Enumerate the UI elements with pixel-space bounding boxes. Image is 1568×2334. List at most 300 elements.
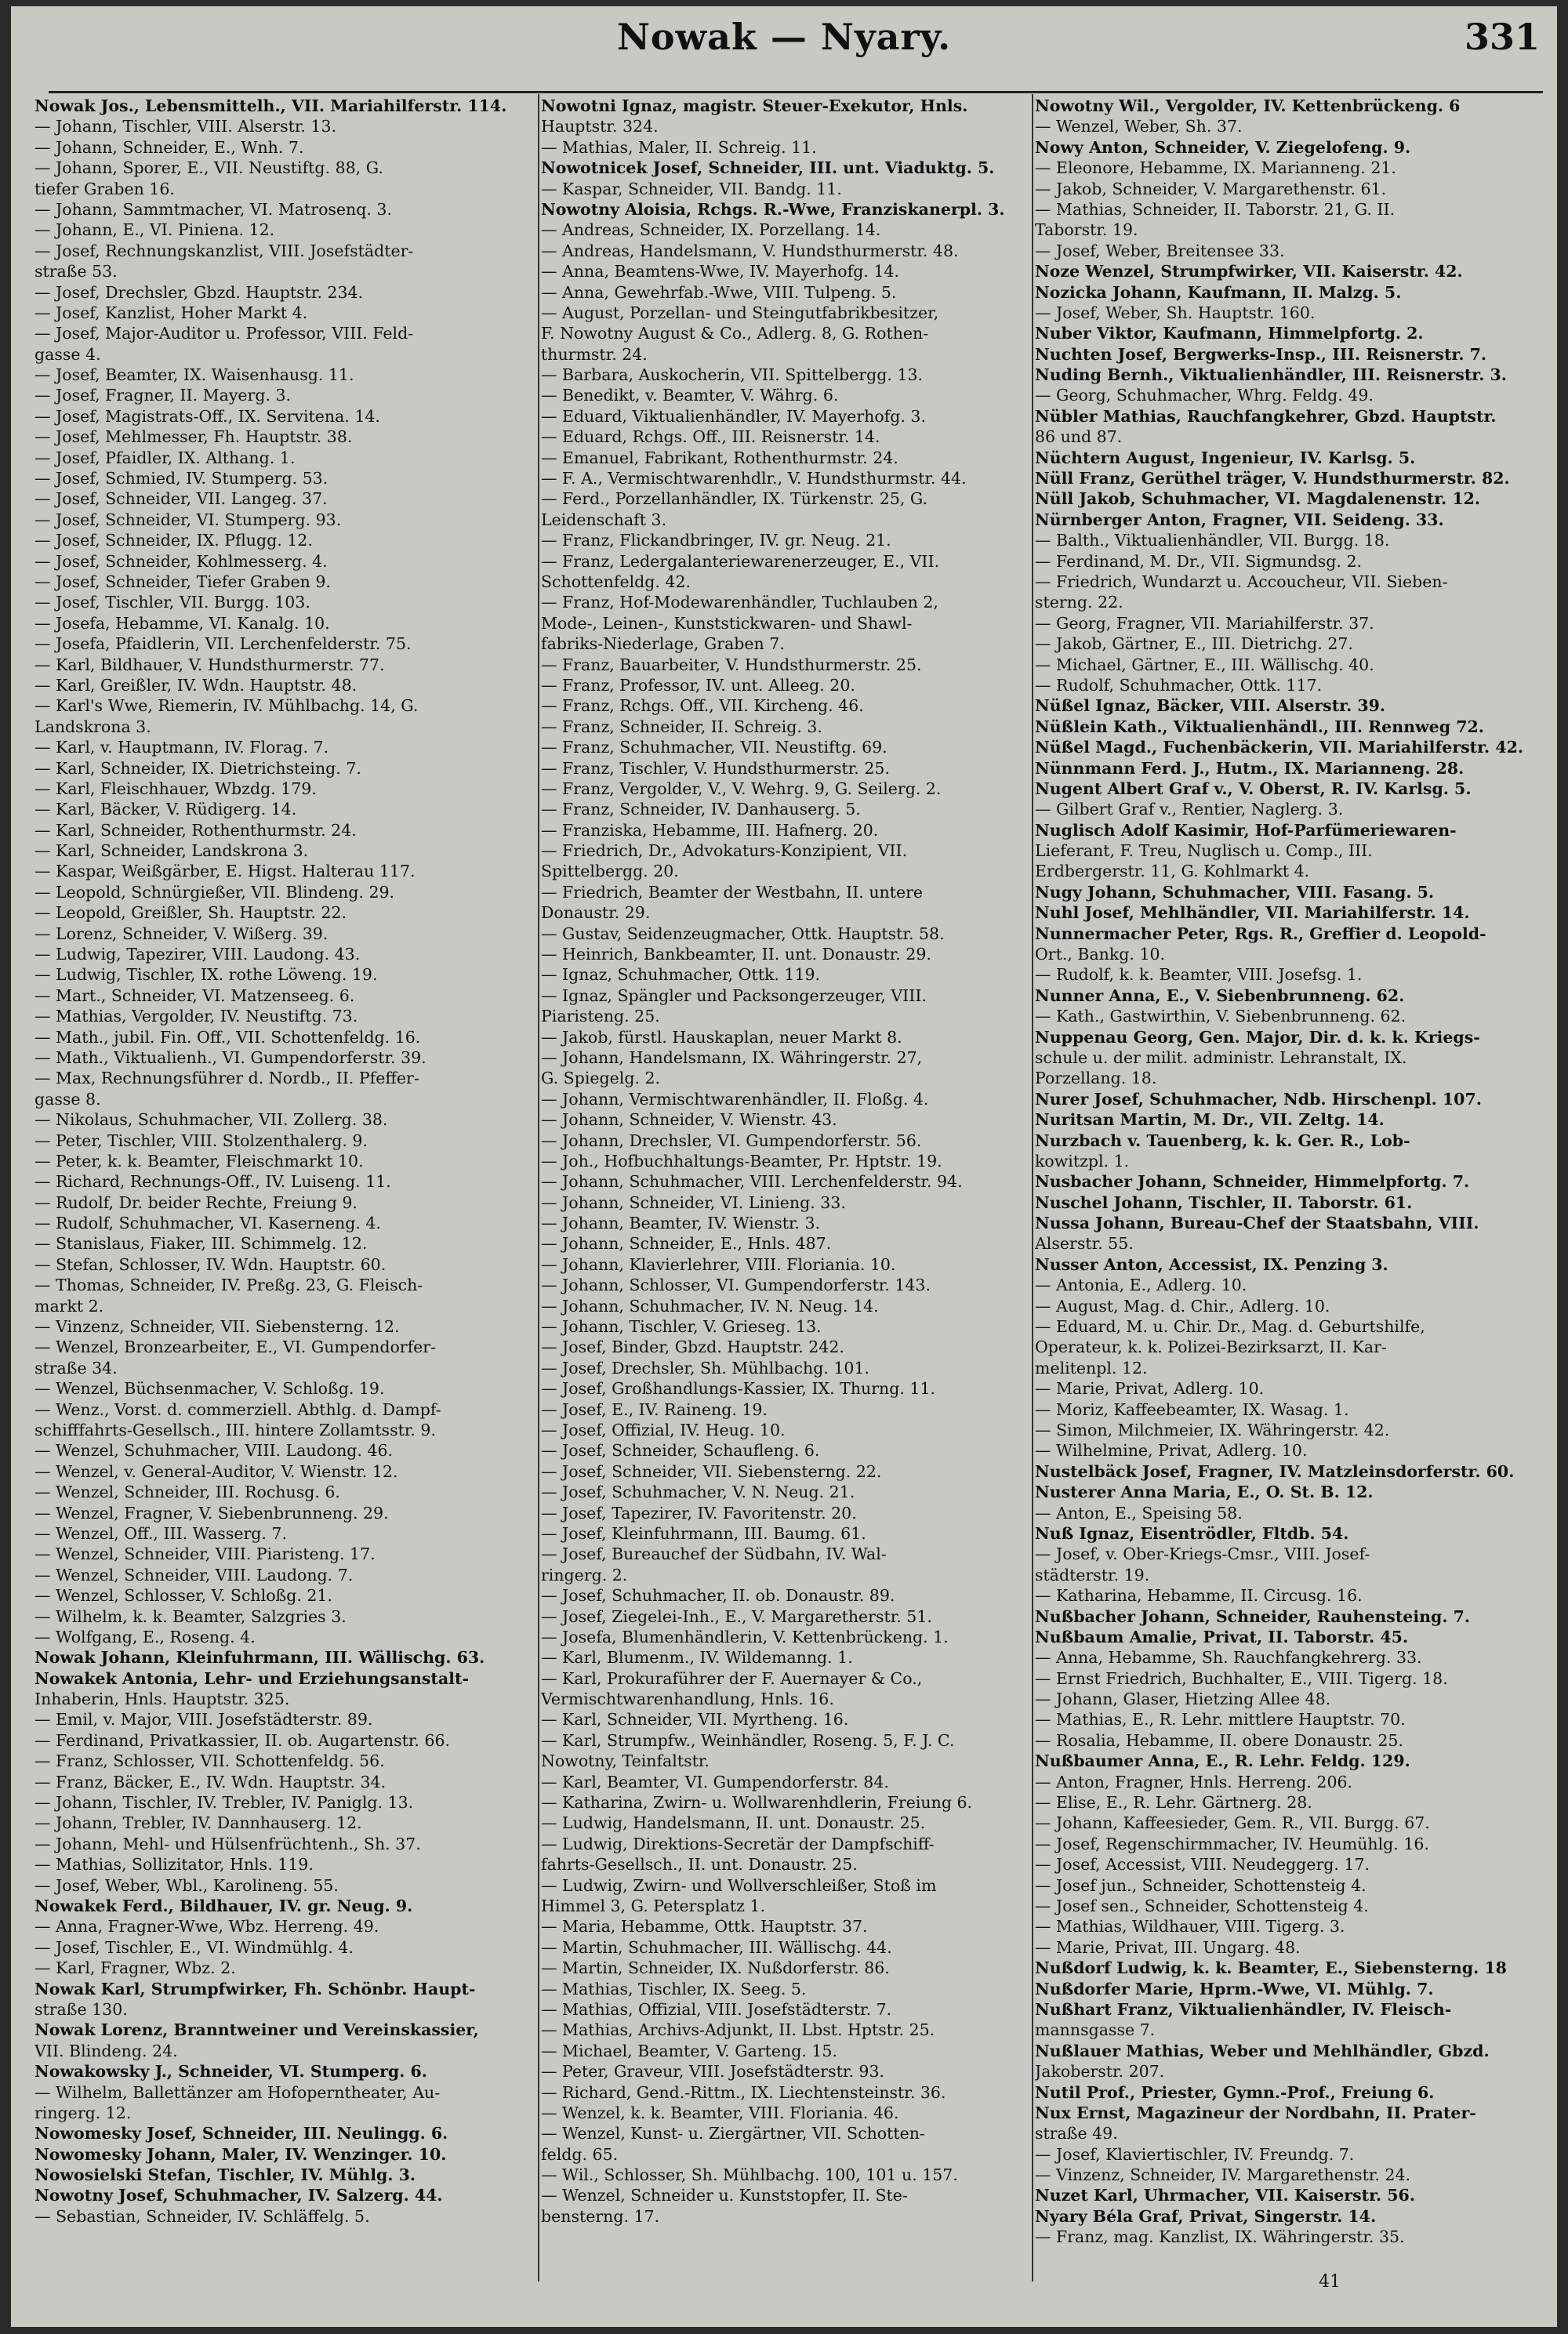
directory-entry: — Ludwig, Direktions-Secretär der Dampfschiff-: [541, 1834, 935, 1853]
directory-entry: — Franz, Vergolder, V., V. Wehrg. 9, G. Seilerg. 2.: [541, 779, 942, 798]
directory-entry: Nüchtern August, Ingenieur, IV. Karlsg. 5.: [1035, 448, 1416, 467]
directory-entry: Nyary Béla Graf, Privat, Singerstr. 14.: [1035, 2206, 1377, 2226]
directory-entry: fahrts-Gesellsch., II. unt. Donaustr. 25.: [541, 1855, 858, 1875]
directory-entry: Erdbergerstr. 11, G. Kohlmarkt 4.: [1035, 862, 1310, 881]
directory-entry: gasse 4.: [34, 344, 101, 364]
directory-entry: Nux Ernst, Magazineur der Nordbahn, II. Prater-: [1035, 2103, 1476, 2122]
directory-entry: — Ignaz, Schuhmacher, Ottk. 119.: [541, 965, 821, 985]
directory-entry: Nußdorf Ludwig, k. k. Beamter, E., Siebensterng. 18: [1035, 1958, 1507, 1978]
directory-entry: — Anton, Fragner, Hnls. Herreng. 206.: [1035, 1772, 1353, 1791]
page-number: 331: [1464, 16, 1540, 58]
directory-entry: — Johann, Schlosser, VI. Gumpendorferstr. 143.: [541, 1276, 931, 1295]
directory-entry: — Friedrich, Dr., Advokaturs-Konzipient, VII.: [541, 841, 908, 861]
directory-entry: feldg. 65.: [541, 2144, 619, 2164]
directory-entry: Nusser Anton, Accessist, IX. Penzing 3.: [1035, 1254, 1388, 1274]
directory-entry: — Franz, mag. Kanzlist, IX. Währingerstr. 35.: [1035, 2227, 1405, 2247]
directory-entry: Jakoberstr. 207.: [1035, 2062, 1165, 2082]
directory-entry: — Franz, Professor, IV. unt. Alleeg. 20.: [541, 675, 855, 695]
directory-entry: Nußbacher Johann, Schneider, Rauhensteing. 7.: [1035, 1606, 1471, 1626]
directory-entry: — Franz, Bäcker, E., IV. Wdn. Hauptstr. 34.: [34, 1772, 387, 1791]
directory-entry: — Heinrich, Bankbeamter, II. unt. Donaustr. 29.: [541, 945, 931, 964]
directory-entry: — Franz, Rchgs. Off., VII. Kircheng. 46.: [541, 696, 864, 716]
directory-entry: — Josef, Weber, Sh. Hauptstr. 160.: [1035, 303, 1316, 322]
directory-entry: — Josef, Drechsler, Sh. Mühlbachg. 101.: [541, 1358, 870, 1378]
directory-entry: — Josef, Magistrats-Off., IX. Servitena. 14.: [34, 406, 380, 426]
directory-entry: — Math., jubil. Fin. Off., VII. Schottenfeldg. 16.: [34, 1027, 421, 1047]
directory-entry: — Josefa, Hebamme, VI. Kanalg. 10.: [34, 613, 330, 633]
directory-entry: — Josef, Schuhmacher, II. ob. Donaustr. 89.: [541, 1586, 895, 1606]
column-1: [34, 96, 533, 2283]
directory-entry: Nowotny Wil., Vergolder, IV. Kettenbrückeng. 6: [1035, 96, 1461, 115]
directory-entry: Hauptstr. 324.: [541, 117, 659, 136]
directory-entry: — Eduard, M. u. Chir. Dr., Mag. d. Geburtshilfe,: [1035, 1317, 1425, 1337]
directory-entry: Nowakek Antonia, Lehr- und Erziehungsanstalt-: [34, 1668, 469, 1688]
directory-entry: sterng. 22.: [1035, 593, 1123, 612]
directory-entry: — Josef sen., Schneider, Schottensteig 4.: [1035, 1896, 1369, 1915]
directory-entry: — Josef, Tapezirer, IV. Favoritenstr. 20.: [541, 1503, 857, 1523]
directory-entry: — Josefa, Blumenhändlerin, V. Kettenbrückeng. 1.: [541, 1627, 949, 1646]
directory-entry: — Emanuel, Fabrikant, Rothenthurmstr. 24.: [541, 448, 898, 467]
directory-entry: — Johann, E., VI. Piniena. 12.: [34, 220, 275, 240]
directory-entry: — Leopold, Greißler, Sh. Hauptstr. 22.: [34, 903, 347, 923]
directory-entry: — Franz, Hof-Modewarenhändler, Tuchlauben 2,: [541, 593, 938, 612]
directory-entry: — Benedikt, v. Beamter, V. Währg. 6.: [541, 386, 839, 405]
directory-entry: ringerg. 12.: [34, 2103, 132, 2122]
directory-entry: Nowak Jos., Lebensmittelh., VII. Mariahilferstr. 114.: [34, 96, 507, 115]
directory-entry: Nurzbach v. Tauenberg, k. k. Ger. R., Lob-: [1035, 1131, 1410, 1150]
directory-entry: Ort., Bankg. 10.: [1035, 945, 1166, 964]
directory-entry: Nunner Anna, E., V. Siebenbrunneng. 62.: [1035, 986, 1405, 1005]
directory-entry: — Anna, Fragner-Wwe, Wbz. Herreng. 49.: [34, 1917, 379, 1937]
directory-entry: — Josef, Offizial, IV. Heug. 10.: [541, 1421, 786, 1439]
directory-entry: — Antonia, E., Adlerg. 10.: [1035, 1276, 1247, 1295]
directory-entry: — Martin, Schneider, IX. Nußdorferstr. 86.: [541, 1958, 890, 1978]
directory-entry: — Vinzenz, Schneider, IV. Margarethenstr. 24.: [1035, 2165, 1410, 2185]
directory-entry: — Jakob, Gärtner, E., III. Dietrichg. 27.: [1035, 634, 1353, 654]
directory-entry: Nuschel Johann, Tischler, II. Taborstr. 61.: [1035, 1192, 1413, 1212]
directory-entry: — Josef, Beamter, IX. Waisenhausg. 11.: [34, 365, 354, 385]
directory-entry: Nußdorfer Marie, Hprm.-Wwe, VI. Mühlg. 7.: [1035, 1979, 1434, 1998]
directory-entry: — Sebastian, Schneider, IV. Schläffelg. 5.: [34, 2206, 370, 2226]
directory-entry: — Anton, E., Speising 58.: [1035, 1503, 1243, 1523]
directory-entry: — Ferdinand, Privatkassier, II. ob. Augartenstr. 66.: [34, 1730, 451, 1750]
directory-entry: schifffahrts-Gesellsch., III. hintere Zollamtsstr. 9.: [34, 1421, 436, 1439]
directory-entry: — Wenzel, Schneider, VIII. Laudong. 7.: [34, 1565, 354, 1584]
directory-entry: — Mathias, Wildhauer, VIII. Tigerg. 3.: [1035, 1917, 1345, 1937]
directory-entry: — Josef, Ziegelei-Inh., E., V. Margaretherstr. 51.: [541, 1606, 932, 1626]
directory-entry: straße 53.: [34, 262, 118, 281]
directory-entry: Nuritsan Martin, M. Dr., VII. Zeltg. 14.: [1035, 1110, 1385, 1130]
directory-entry: — Johann, Schuhmacher, IV. N. Neug. 14.: [541, 1296, 879, 1316]
directory-entry: schule u. der milit. administr. Lehranstalt, IX.: [1035, 1047, 1407, 1067]
directory-entry: — Johann, Beamter, IV. Wienstr. 3.: [541, 1214, 821, 1233]
column-divider: [538, 94, 539, 2281]
directory-entry: Leidenschaft 3.: [541, 510, 667, 529]
directory-entry: — Josef, Schneider, Schaufleng. 6.: [541, 1441, 820, 1461]
directory-entry: F. Nowotny August & Co., Adlerg. 8, G. Rothen-: [541, 324, 929, 343]
directory-entry: — Josef, Weber, Wbl., Karolineng. 55.: [34, 1875, 339, 1895]
directory-entry: Lieferant, F. Treu, Nuglisch u. Comp., III.: [1035, 841, 1373, 861]
directory-entry: — Elise, E., R. Lehr. Gärtnerg. 28.: [1035, 1793, 1312, 1813]
directory-entry: — Josef, Major-Auditor u. Professor, VIII. Feld-: [34, 324, 414, 343]
directory-entry: — Math., Viktualienh., VI. Gumpendorferstr. 39.: [34, 1047, 426, 1067]
directory-entry: Nüßlein Kath., Viktualienhändl., III. Rennweg 72.: [1035, 717, 1484, 736]
directory-entry: — Martin, Schuhmacher, III. Wällischg. 44.: [541, 1937, 892, 1957]
directory-entry: Nüll Franz, Gerüthel träger, V. Hundsthurmerstr. 82.: [1035, 469, 1510, 488]
directory-entry: — Josef, Kanzlist, Hoher Markt 4.: [34, 303, 308, 322]
directory-entry: Nusterer Anna Maria, E., O. St. B. 12.: [1035, 1483, 1374, 1502]
column-divider: [1032, 94, 1033, 2281]
directory-entry: — Ernst Friedrich, Buchhalter, E., VIII. Tigerg. 18.: [1035, 1668, 1448, 1688]
directory-entry: — Andreas, Handelsmann, V. Hundsthurmerstr. 48.: [541, 241, 959, 260]
directory-entry: Nußhart Franz, Viktualienhändler, IV. Fleisch-: [1035, 1999, 1452, 2019]
directory-entry: — Franz, Schuhmacher, VII. Neustiftg. 69.: [541, 738, 887, 757]
directory-entry: VII. Blindeng. 24.: [34, 2041, 178, 2060]
directory-entry: — Eleonore, Hebamme, IX. Marianneng. 21.: [1035, 158, 1396, 178]
directory-entry: — Wenzel, v. General-Auditor, V. Wienstr. 12.: [34, 1461, 398, 1481]
directory-entry: — Friedrich, Wundarzt u. Accoucheur, VII. Sieben-: [1035, 572, 1448, 591]
directory-entry: — Balth., Viktualienhändler, VII. Burgg. 18.: [1035, 531, 1390, 550]
directory-entry: — Mathias, Offizial, VIII. Josefstädterstr. 7.: [541, 1999, 892, 2019]
directory-entry: — Nikolaus, Schuhmacher, VII. Zollerg. 38.: [34, 1110, 388, 1130]
directory-entry: — Josefa, Pfaidlerin, VII. Lerchenfelderstr. 75.: [34, 634, 412, 654]
directory-entry: — Ludwig, Tischler, IX. rothe Löweng. 19.: [34, 965, 378, 985]
directory-entry: Nusbacher Johann, Schneider, Himmelpfortg. 7.: [1035, 1172, 1470, 1192]
directory-entry: Landskrona 3.: [34, 717, 151, 736]
directory-entry: — Wenzel, Schneider, VIII. Piaristeng. 17.: [34, 1545, 376, 1564]
directory-entry: — Johann, Tischler, V. Grieseg. 13.: [541, 1317, 822, 1337]
directory-page: [11, 6, 1557, 2327]
directory-entry: — Josef, Pfaidler, IX. Althang. 1.: [34, 448, 296, 467]
directory-entry: — Wenzel, Weber, Sh. 37.: [1035, 117, 1243, 136]
directory-entry: — Josef, Weber, Breitensee 33.: [1035, 241, 1285, 260]
directory-entry: — Karl, Blumenm., IV. Wildemanng. 1.: [541, 1648, 853, 1668]
directory-entry: — Ludwig, Zwirn- und Wollverschleißer, Stoß im: [541, 1875, 937, 1895]
directory-entry: Porzellang. 18.: [1035, 1069, 1157, 1088]
directory-entry: — Franz, Schneider, II. Schreig. 3.: [541, 717, 822, 736]
directory-entry: — Josef, Klaviertischler, IV. Freundg. 7.: [1035, 2144, 1355, 2164]
directory-entry: — Josef jun., Schneider, Schottensteig 4.: [1035, 1875, 1367, 1895]
directory-entry: Nugy Johann, Schuhmacher, VIII. Fasang. 5.: [1035, 882, 1435, 902]
directory-entry: — Franz, Flickandbringer, IV. gr. Neug. 21.: [541, 531, 891, 550]
directory-entry: — Josef, Schmied, IV. Stumperg. 53.: [34, 469, 328, 488]
directory-entry: — Kaspar, Weißgärber, E. Higst. Halterau 117.: [34, 862, 416, 881]
directory-entry: Nuzet Karl, Uhrmacher, VII. Kaiserstr. 56.: [1035, 2186, 1415, 2205]
directory-entry: — Josef, Schuhmacher, V. N. Neug. 21.: [541, 1483, 855, 1502]
directory-entry: Nuchten Josef, Bergwerks-Insp., III. Reisnerstr. 7.: [1035, 344, 1487, 364]
directory-entry: — Simon, Milchmeier, IX. Währingerstr. 42.: [1035, 1421, 1390, 1439]
directory-entry: — Johann, Klavierlehrer, VIII. Floriania. 10.: [541, 1254, 896, 1274]
directory-entry: — Johann, Trebler, IV. Dannhauserg. 12.: [34, 1813, 362, 1833]
directory-entry: — Anna, Beamtens-Wwe, IV. Mayerhofg. 14.: [541, 262, 899, 281]
directory-entry: — Wilhelmine, Privat, Adlerg. 10.: [1035, 1441, 1308, 1461]
directory-entry: — Mathias, Tischler, IX. Seeg. 5.: [541, 1979, 807, 1998]
directory-entry: — Ferd., Porzellanhändler, IX. Türkenstr. 25, G.: [541, 489, 928, 509]
directory-entry: — Karl, Schneider, Landskrona 3.: [34, 841, 309, 861]
directory-entry: Alserstr. 55.: [1035, 1234, 1134, 1254]
directory-entry: Taborstr. 19.: [1035, 220, 1138, 240]
directory-entry: — Katharina, Zwirn- u. Wollwarenhdlerin, Freiung 6.: [541, 1793, 973, 1813]
directory-entry: — Mathias, Vergolder, IV. Neustiftg. 73.: [34, 1007, 358, 1026]
directory-entry: — Mart., Schneider, VI. Matzenseeg. 6.: [34, 986, 355, 1005]
directory-entry: — Karl, Beamter, VI. Gumpendorferstr. 84.: [541, 1772, 889, 1791]
directory-entry: thurmstr. 24.: [541, 344, 648, 364]
directory-entry: — Josef, Tischler, E., VI. Windmühlg. 4.: [34, 1937, 354, 1957]
directory-entry: — Gilbert Graf v., Rentier, Naglerg. 3.: [1035, 800, 1344, 819]
directory-entry: G. Spiegelg. 2.: [541, 1069, 661, 1088]
directory-entry: — Josef, Bureauchef der Südbahn, IV. Wal-: [541, 1545, 887, 1564]
directory-entry: — Mathias, Archivs-Adjunkt, II. Lbst. Hptstr. 25.: [541, 2020, 935, 2040]
directory-entry: — Karl, Fragner, Wbz. 2.: [34, 1958, 236, 1978]
directory-entry: — Johann, Kaffeesieder, Gem. R., VII. Burgg. 67.: [1035, 1813, 1430, 1833]
directory-entry: Nußbaumer Anna, E., R. Lehr. Feldg. 129.: [1035, 1751, 1410, 1771]
directory-entry: Nüll Jakob, Schuhmacher, VI. Magdalenenstr. 12.: [1035, 489, 1481, 509]
directory-entry: melitenpl. 12.: [1035, 1358, 1148, 1378]
directory-entry: — Josef, Drechsler, Gbzd. Hauptstr. 234.: [34, 282, 364, 302]
directory-entry: — F. A., Vermischtwarenhdlr., V. Hundsthurmstr. 44.: [541, 469, 967, 488]
directory-entry: — Johann, Sporer, E., VII. Neustiftg. 88, G.: [34, 158, 383, 178]
directory-entry: — Wenzel, Schlosser, V. Schloßg. 21.: [34, 1586, 332, 1606]
directory-entry: — Michael, Gärtner, E., III. Wällischg. 40.: [1035, 655, 1374, 674]
directory-entry: — Wenzel, Bronzearbeiter, E., VI. Gumpendorfer-: [34, 1338, 437, 1357]
directory-entry: Operateur, k. k. Polizei-Bezirksarzt, II. Kar-: [1035, 1338, 1387, 1357]
directory-entry: — Franz, Schlosser, VII. Schottenfeldg. 56.: [34, 1751, 385, 1771]
directory-entry: — Peter, Tischler, VIII. Stolzenthalerg. 9.: [34, 1131, 368, 1150]
directory-entry: Nowy Anton, Schneider, V. Ziegelofeng. 9.: [1035, 137, 1411, 157]
directory-entry: — Michael, Beamter, V. Garteng. 15.: [541, 2041, 837, 2060]
directory-entry: — Josef, Tischler, VII. Burgg. 103.: [34, 593, 310, 612]
directory-entry: Inhaberin, Hnls. Hauptstr. 325.: [34, 1690, 290, 1709]
directory-entry: — Johann, Schneider, E., Wnh. 7.: [34, 137, 304, 157]
directory-entry: Nowotny Josef, Schuhmacher, IV. Salzerg. 44.: [34, 2186, 443, 2205]
directory-entry: — Vinzenz, Schneider, VII. Siebensterng. 12.: [34, 1317, 400, 1337]
directory-entry: — Franz, Ledergalanteriewarenerzeuger, E., VII.: [541, 551, 940, 571]
directory-entry: Noze Wenzel, Strumpfwirker, VII. Kaiserstr. 42.: [1035, 262, 1463, 281]
directory-entry: Nowomesky Johann, Maler, IV. Wenzinger. 10.: [34, 2144, 447, 2164]
directory-entry: Nurer Josef, Schuhmacher, Ndb. Hirschenpl. 107.: [1035, 1089, 1482, 1109]
directory-entry: bensterng. 17.: [541, 2206, 660, 2226]
directory-entry: — Marie, Privat, Adlerg. 10.: [1035, 1379, 1265, 1399]
directory-entry: — Mathias, Schneider, II. Taborstr. 21, G. II.: [1035, 199, 1396, 219]
directory-entry: — Max, Rechnungsführer d. Nordb., II. Pfeffer-: [34, 1069, 419, 1088]
directory-entry: — Johann, Drechsler, VI. Gumpendorferstr. 56.: [541, 1131, 922, 1150]
directory-entry: — Karl, Schneider, Rothenthurmstr. 24.: [34, 820, 357, 840]
directory-entry: Piaristeng. 25.: [541, 1007, 660, 1026]
directory-entry: Nüßel Ignaz, Bäcker, VIII. Alserstr. 39.: [1035, 696, 1386, 716]
directory-entry: städterstr. 19.: [1035, 1565, 1150, 1584]
directory-entry: — Josef, Rechnungskanzlist, VIII. Josefstädter-: [34, 241, 414, 260]
directory-entry: — Anna, Hebamme, Sh. Rauchfangkehrerg. 33.: [1035, 1648, 1422, 1668]
directory-entry: Nussa Johann, Bureau-Chef der Staatsbahn, VIII.: [1035, 1214, 1479, 1233]
directory-entry: — Marie, Privat, III. Ungarg. 48.: [1035, 1937, 1301, 1957]
directory-entry: — Thomas, Schneider, IV. Preßg. 23, G. Fleisch-: [34, 1276, 423, 1295]
directory-entry: — August, Mag. d. Chir., Adlerg. 10.: [1035, 1296, 1330, 1316]
directory-entry: — Katharina, Hebamme, II. Circusg. 16.: [1035, 1586, 1363, 1606]
directory-entry: — Jakob, Schneider, V. Margarethenstr. 61.: [1035, 179, 1387, 198]
directory-entry: Himmel 3, G. Petersplatz 1.: [541, 1896, 765, 1915]
directory-entry: — Johann, Schneider, VI. Linieng. 33.: [541, 1192, 846, 1212]
directory-entry: — Josef, Schneider, VII. Siebensterng. 22.: [541, 1461, 882, 1481]
directory-entry: — Karl, Strumpfw., Weinhändler, Roseng. 5, F. J. C.: [541, 1730, 955, 1750]
directory-entry: — Georg, Fragner, VII. Mariahilferstr. 37.: [1035, 613, 1374, 633]
directory-entry: — Josef, Fragner, II. Mayerg. 3.: [34, 386, 292, 405]
directory-entry: — Wenzel, Schneider, III. Rochusg. 6.: [34, 1483, 340, 1502]
directory-entry: — Peter, k. k. Beamter, Fleischmarkt 10.: [34, 1151, 364, 1171]
directory-entry: — Josef, Schneider, Tiefer Graben 9.: [34, 572, 331, 591]
directory-entry: Spittelbergg. 20.: [541, 862, 679, 881]
directory-entry: — Josef, Binder, Gbzd. Hauptstr. 242.: [541, 1338, 844, 1357]
directory-entry: — Franz, Schneider, IV. Danhauserg. 5.: [541, 800, 861, 819]
column-3: [1035, 96, 1534, 2283]
directory-entry: — Josef, Schneider, Kohlmesserg. 4.: [34, 551, 328, 571]
directory-entry: — Josef, Regenschirmmacher, IV. Heumühlg. 16.: [1035, 1834, 1429, 1853]
directory-entry: — Josef, Mehlmesser, Fh. Hauptstr. 38.: [34, 427, 353, 447]
directory-entry: — Johann, Glaser, Hietzing Allee 48.: [1035, 1690, 1331, 1709]
directory-entry: — Franz, Tischler, V. Hundsthurmerstr. 25.: [541, 758, 890, 778]
directory-entry: — Johann, Tischler, IV. Trebler, IV. Paniglg. 13.: [34, 1793, 414, 1813]
directory-entry: Schottenfeldg. 42.: [541, 572, 691, 591]
directory-entry: — Joh., Hofbuchhaltungs-Beamter, Pr. Hptstr. 19.: [541, 1151, 942, 1171]
directory-entry: Nutil Prof., Priester, Gymn.-Prof., Freiung 6.: [1035, 2082, 1435, 2102]
directory-entry: 86 und 87.: [1035, 427, 1123, 447]
directory-entry: — Rudolf, Schuhmacher, Ottk. 117.: [1035, 675, 1323, 695]
page-title: Nowak — Nyary.: [616, 16, 952, 58]
directory-entry: — Eduard, Viktualienhändler, IV. Mayerhofg. 3.: [541, 406, 926, 426]
directory-entry: — Wenzel, Fragner, V. Siebenbrunneng. 29.: [34, 1503, 389, 1523]
directory-entry: — Andreas, Schneider, IX. Porzellang. 14.: [541, 220, 881, 240]
directory-entry: — Josef, Schneider, IX. Pflugg. 12.: [34, 531, 313, 550]
directory-entry: — Moriz, Kaffeebeamter, IX. Wasag. 1.: [1035, 1399, 1349, 1419]
directory-entry: Nuding Bernh., Viktualienhändler, III. Reisnerstr. 3.: [1035, 365, 1507, 385]
directory-entry: — Wenzel, Büchsenmacher, V. Schloßg. 19.: [34, 1379, 385, 1399]
directory-entry: — Wilhelm, Ballettänzer am Hofoperntheater, Au-: [34, 2082, 441, 2102]
directory-entry: — Richard, Gend.-Rittm., IX. Liechtensteinstr. 36.: [541, 2082, 946, 2102]
directory-entry: — Wenzel, Schneider u. Kunststopfer, II. Ste-: [541, 2186, 908, 2205]
directory-entry: — Wenz., Vorst. d. commerziell. Abthlg. d. Dampf-: [34, 1399, 441, 1419]
directory-entry: — Wolfgang, E., Roseng. 4.: [34, 1627, 256, 1646]
directory-entry: Vermischtwarenhandlung, Hnls. 16.: [541, 1690, 834, 1709]
directory-entry: — Johann, Handelsmann, IX. Währingerstr. 27,: [541, 1047, 923, 1067]
directory-entry: — Gustav, Seidenzeugmacher, Ottk. Hauptstr. 58.: [541, 924, 945, 943]
directory-entry: kowitzpl. 1.: [1035, 1151, 1130, 1171]
directory-entry: — Karl, Greißler, IV. Wdn. Hauptstr. 48.: [34, 675, 358, 695]
directory-entry: Nußbaum Amalie, Privat, II. Taborstr. 45.: [1035, 1627, 1408, 1646]
directory-entry: — Johann, Sammtmacher, VI. Matrosenq. 3.: [34, 199, 392, 219]
directory-entry: — Rudolf, k. k. Beamter, VIII. Josefsg. 1.: [1035, 965, 1363, 985]
directory-entry: — Karl, Schneider, VII. Myrtheng. 16.: [541, 1710, 849, 1730]
directory-entry: — Lorenz, Schneider, V. Wißerg. 39.: [34, 924, 328, 943]
directory-entry: — Wenzel, Schuhmacher, VIII. Laudong. 46.: [34, 1441, 394, 1461]
directory-entry: — Emil, v. Major, VIII. Josefstädterstr. 89.: [34, 1710, 373, 1730]
directory-entry: Nünnmann Ferd. J., Hutm., IX. Marianneng. 28.: [1035, 758, 1465, 778]
directory-entry: — Johann, Schneider, E., Hnls. 487.: [541, 1234, 832, 1254]
directory-entry: gasse 8.: [34, 1089, 101, 1109]
directory-entry: — Friedrich, Beamter der Westbahn, II. untere: [541, 882, 924, 902]
column-2: [541, 96, 1040, 2283]
directory-entry: — Josef, Großhandlungs-Kassier, IX. Thurng. 11.: [541, 1379, 936, 1399]
directory-entry: — August, Porzellan- und Steingutfabrikbesitzer,: [541, 303, 939, 322]
directory-entry: — Mathias, E., R. Lehr. mittlere Hauptstr. 70.: [1035, 1710, 1406, 1730]
directory-entry: Nuß Ignaz, Eisentrödler, Fltdb. 54.: [1035, 1523, 1349, 1543]
directory-entry: — Ludwig, Handelsmann, II. unt. Donaustr. 25.: [541, 1813, 926, 1833]
directory-entry: — Jakob, fürstl. Hauskaplan, neuer Markt 8.: [541, 1027, 902, 1047]
directory-entry: — Peter, Graveur, VIII. Josefstädterstr. 93.: [541, 2062, 885, 2082]
directory-entry: — Kaspar, Schneider, VII. Bandg. 11.: [541, 179, 842, 198]
header-rule: [49, 91, 1543, 93]
directory-entry: straße 34.: [34, 1358, 118, 1378]
directory-entry: Nübler Mathias, Rauchfangkehrer, Gbzd. Hauptstr.: [1035, 406, 1497, 426]
directory-entry: Nowak Karl, Strumpfwirker, Fh. Schönbr. Haupt-: [34, 1979, 476, 1998]
directory-entry: — Barbara, Auskocherin, VII. Spittelbergg. 13.: [541, 365, 924, 385]
directory-entry: — Franz, Bauarbeiter, V. Hundsthurmerstr. 25.: [541, 655, 922, 674]
directory-entry: — Mathias, Maler, II. Schreig. 11.: [541, 137, 817, 157]
directory-entry: — Johann, Mehl- und Hülsenfrüchtenh., Sh. 37.: [34, 1834, 421, 1853]
directory-entry: Nozicka Johann, Kaufmann, II. Malzg. 5.: [1035, 282, 1402, 302]
directory-entry: ringerg. 2.: [541, 1565, 628, 1584]
directory-entry: Nuppenau Georg, Gen. Major, Dir. d. k. k. Kriegs-: [1035, 1027, 1480, 1047]
directory-entry: — Anna, Gewehrfab.-Wwe, VIII. Tulpeng. 5.: [541, 282, 897, 302]
directory-entry: — Rudolf, Schuhmacher, VI. Kaserneng. 4.: [34, 1214, 381, 1233]
directory-entry: Nowotnicek Josef, Schneider, III. unt. Viaduktg. 5.: [541, 158, 995, 178]
directory-entry: — Leopold, Schnürgießer, VII. Blindeng. 29.: [34, 882, 395, 902]
directory-entry: — Karl, Bäcker, V. Rüdigerg. 14.: [34, 800, 297, 819]
directory-entry: Mode-, Leinen-, Kunststickwaren- und Shawl-: [541, 613, 913, 633]
directory-entry: — Wenzel, Kunst- u. Ziergärtner, VII. Schotten-: [541, 2124, 925, 2143]
page-header: [11, 6, 1557, 85]
directory-entry: — Johann, Tischler, VIII. Alserstr. 13.: [34, 117, 337, 136]
directory-entry: Nowotny, Teinfaltstr.: [541, 1751, 710, 1771]
directory-entry: — Maria, Hebamme, Ottk. Hauptstr. 37.: [541, 1917, 868, 1937]
footer-number: 41: [1319, 2272, 1341, 2292]
directory-entry: straße 130.: [34, 1999, 128, 2019]
directory-entry: — Karl, Bildhauer, V. Hundsthurmerstr. 77.: [34, 655, 385, 674]
directory-entry: Nuhl Josef, Mehlhändler, VII. Mariahilferstr. 14.: [1035, 903, 1470, 923]
directory-entry: — Kath., Gastwirthin, V. Siebenbrunneng. 62.: [1035, 1007, 1406, 1026]
directory-entry: — Franziska, Hebamme, III. Hafnerg. 20.: [541, 820, 879, 840]
directory-entry: — Karl, v. Hauptmann, IV. Florag. 7.: [34, 738, 329, 757]
directory-entry: Nowotni Ignaz, magistr. Steuer-Exekutor, Hnls.: [541, 96, 968, 115]
directory-entry: Nowakowsky J., Schneider, VI. Stumperg. 6.: [34, 2062, 427, 2082]
directory-entry: — Josef, Accessist, VIII. Neudeggerg. 17.: [1035, 1855, 1370, 1875]
directory-entry: — Wilhelm, k. k. Beamter, Salzgries 3.: [34, 1606, 347, 1626]
directory-entry: — Ludwig, Tapezirer, VIII. Laudong. 43.: [34, 945, 361, 964]
directory-entry: tiefer Graben 16.: [34, 179, 175, 198]
directory-entry: Nowakek Ferd., Bildhauer, IV. gr. Neug. 9.: [34, 1896, 413, 1915]
directory-entry: Nowosielski Stefan, Tischler, IV. Mühlg. 3.: [34, 2165, 416, 2185]
directory-entry: — Johann, Schneider, V. Wienstr. 43.: [541, 1110, 837, 1130]
directory-entry: — Josef, v. Ober-Kriegs-Cmsr., VIII. Josef-: [1035, 1545, 1370, 1564]
directory-entry: mannsgasse 7.: [1035, 2020, 1156, 2040]
directory-entry: — Wenzel, k. k. Beamter, VIII. Floriania. 46.: [541, 2103, 899, 2122]
directory-entry: — Karl, Fleischhauer, Wbzdg. 179.: [34, 779, 317, 798]
directory-entry: fabriks-Niederlage, Graben 7.: [541, 634, 785, 654]
directory-entry: — Johann, Vermischtwarenhändler, II. Floßg. 4.: [541, 1089, 929, 1109]
directory-entry: — Eduard, Rchgs. Off., III. Reisnerstr. 14.: [541, 427, 880, 447]
directory-entry: Nustelbäck Josef, Fragner, IV. Matzleinsdorferstr. 60.: [1035, 1461, 1515, 1481]
directory-entry: — Wil., Schlosser, Sh. Mühlbachg. 100, 101 u. 157.: [541, 2165, 958, 2185]
directory-entry: — Josef, Schneider, VII. Langeg. 37.: [34, 489, 328, 509]
directory-entry: — Stanislaus, Fiaker, III. Schimmelg. 12.: [34, 1234, 368, 1254]
directory-entry: — Karl's Wwe, Riemerin, IV. Mühlbachg. 14, G.: [34, 696, 419, 716]
directory-entry: straße 49.: [1035, 2124, 1118, 2143]
directory-entry: markt 2.: [34, 1296, 104, 1316]
directory-entry: — Johann, Schuhmacher, VIII. Lerchenfelderstr. 94.: [541, 1172, 963, 1192]
directory-entry: — Stefan, Schlosser, IV. Wdn. Hauptstr. 60.: [34, 1254, 387, 1274]
directory-entry: Nowak Johann, Kleinfuhrmann, III. Wällischg. 63.: [34, 1648, 485, 1668]
directory-entry: — Rosalia, Hebamme, II. obere Donaustr. 25.: [1035, 1730, 1403, 1750]
directory-entry: — Ferdinand, M. Dr., VII. Sigmundsg. 2.: [1035, 551, 1363, 571]
directory-entry: Nußlauer Mathias, Weber und Mehlhändler, Gbzd.: [1035, 2041, 1490, 2060]
